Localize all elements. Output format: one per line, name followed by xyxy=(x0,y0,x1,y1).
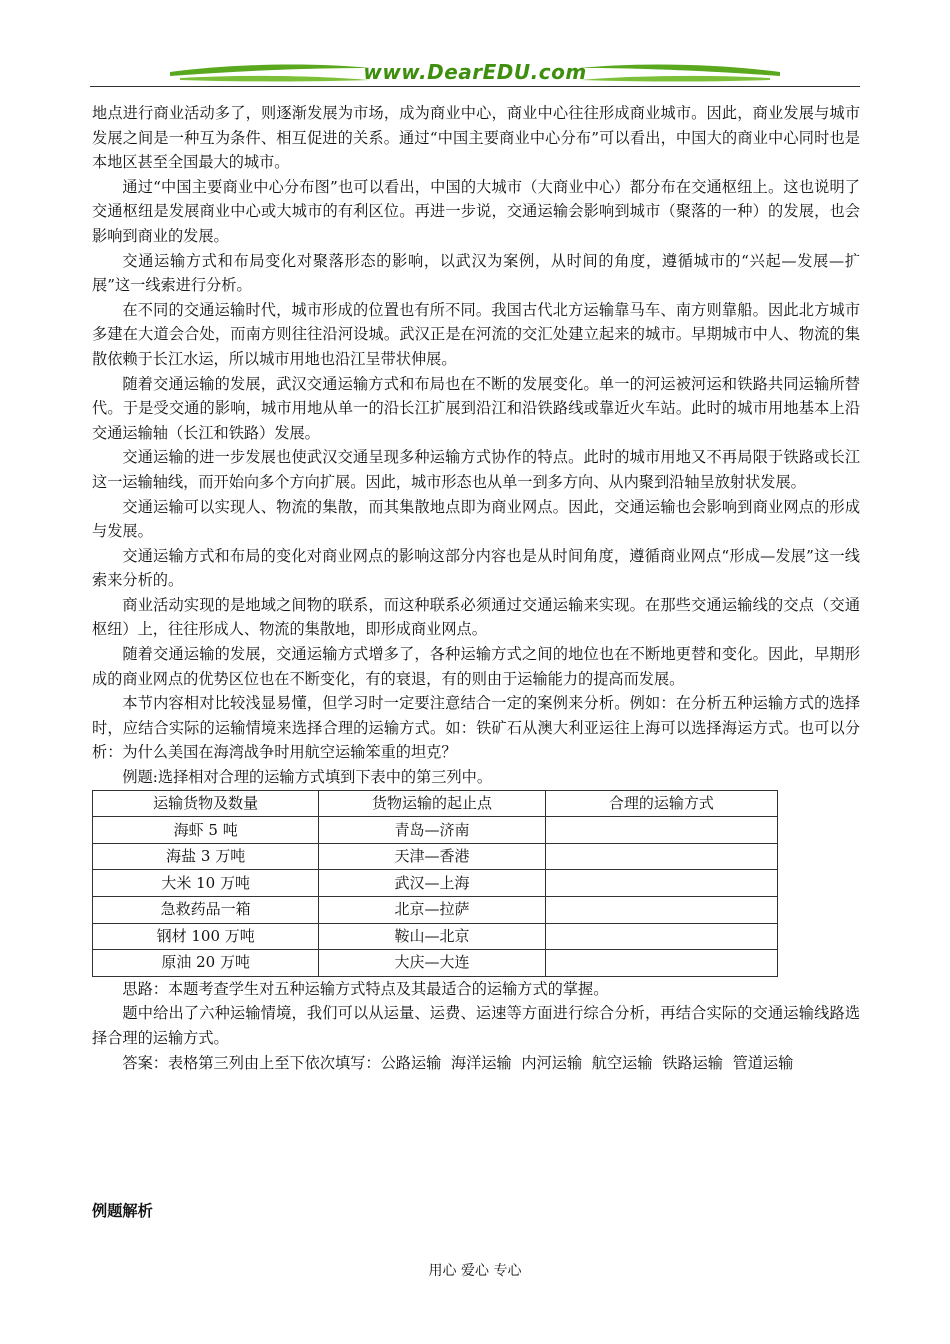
table-cell: 急救药品一箱 xyxy=(93,897,319,924)
document-body xyxy=(92,101,860,1075)
column-header: 合理的运输方式 xyxy=(545,790,777,817)
table-cell xyxy=(545,817,777,844)
example-prompt: 例题:选择相对合理的运输方式填到下表中的第三列中。 xyxy=(122,768,493,787)
table-cell: 原油 20 万吨 xyxy=(93,950,319,977)
table-cell: 北京—拉萨 xyxy=(319,897,545,924)
table-cell: 武汉—上海 xyxy=(319,870,545,897)
paragraph: 在不同的交通运输时代，城市形成的位置也有所不同。我国古代北方运输靠马车、南方则靠船。因此北方城市多建在大道会合处，而南方则往往沿河设城。武汉正是在河流的交汇处建立起来的城市。早期城市中人、物流的集散依赖于长江水运，所以城市用地也沿江呈带状伸展。 xyxy=(92,300,860,368)
table-cell: 大庆—大连 xyxy=(319,950,545,977)
paragraph: 随着交通运输的发展，交通运输方式增多了，各种运输方式之间的地位也在不断地更替和变化。因此，早期形成的商业网点的优势区位也在不断变化，有的衰退，有的则由于运输能力的提高而发展。 xyxy=(92,645,860,688)
table-row xyxy=(93,923,778,950)
table-row xyxy=(93,843,778,870)
paragraph: 地点进行商业活动多了，则逐渐发展为市场，成为商业中心，商业中心往往形成商业城市。因此，商业发展与城市发展之间是一种互为条件、相互促进的关系。通过“中国主要商业中心分布”可以看出，中国大的商业中心同时也是本地区甚至全国最大的城市。 xyxy=(92,104,860,172)
table-cell xyxy=(545,870,777,897)
table-cell: 海虾 5 吨 xyxy=(93,817,319,844)
table-row xyxy=(93,950,778,977)
paragraph: 商业活动实现的是地域之间物的联系，而这种联系必须通过交通运输来实现。在那些交通运输线的交点（交通枢纽）上，往往形成人、物流的集散地，即形成商业网点。 xyxy=(92,595,860,639)
table-row xyxy=(93,897,778,924)
paragraph: 交通运输方式和布局的变化对商业网点的影响这部分内容也是从时间角度，遵循商业网点“形成—发展”这一线索来分析的。 xyxy=(92,546,860,590)
page-footer: 用心 爱心 专心 xyxy=(428,1263,522,1279)
analysis-paragraph: 思路：本题考查学生对五种运输方式特点及其最适合的运输方式的掌握。 xyxy=(122,979,609,998)
table-row xyxy=(93,870,778,897)
paragraph: 通过“中国主要商业中心分布图”也可以看出，中国的大城市（大商业中心）都分布在交通枢纽上。这也说明了交通枢纽是发展商业中心或大城市的有利区位。再进一步说，交通运输会影响到城市（聚落的一种）的发展，也会影响到商业的发展。 xyxy=(92,177,860,245)
table-cell: 大米 10 万吨 xyxy=(93,870,319,897)
table-cell: 天津—香港 xyxy=(319,843,545,870)
table-cell xyxy=(545,897,777,924)
table-row xyxy=(93,817,778,844)
table-cell: 青岛—济南 xyxy=(319,817,545,844)
site-logo-text: www.DearEDU.com xyxy=(363,60,587,84)
table-cell xyxy=(545,843,777,870)
analysis-paragraph: 题中给出了六种运输情境，我们可以从运量、运费、运速等方面进行综合分析，再结合实际的交通运输线路选择合理的运输方式。 xyxy=(92,1004,860,1047)
paragraph: 随着交通运输的发展，武汉交通运输方式和布局也在不断的发展变化。单一的河运被河运和铁路共同运输所替代。于是受交通的影响，城市用地从单一的沿长江扩展到沿江和沿铁路线或靠近火车站。此时的城市用地基本上沿交通运输轴（长江和铁路）发展。 xyxy=(92,374,860,442)
example-table xyxy=(92,790,778,977)
paragraph: 交通运输的进一步发展也使武汉交通呈现多种运输方式协作的特点。此时的城市用地又不再局限于铁路或长江这一运输轴线，而开始向多个方向扩展。因此，城市形态也从单一到多方向、从内聚到沿轴呈放射状发展。 xyxy=(92,448,860,491)
paragraph: 交通运输可以实现人、物流的集散，而其集散地点即为商业网点。因此，交通运输也会影响到商业网点的形成与发展。 xyxy=(92,497,860,541)
answer-paragraph: 答案：表格第三列由上至下依次填写：公路运输 海洋运输 内河运输 航空运输 铁路运输 管道运输 xyxy=(122,1053,794,1072)
paragraph: 本节内容相对比较浅显易懂，但学习时一定要注意结合一定的案例来分析。例如：在分析五种运输方式的选择时，应结合实际的运输情境来选择合理的运输方式。如：铁矿石从澳大利亚运往上海可以选择海运方式。也可以分析：为什么美国在海湾战争时用航空运输笨重的坦克？ xyxy=(92,694,860,762)
page-header xyxy=(0,0,950,100)
table-cell xyxy=(545,950,777,977)
table-cell: 钢材 100 万吨 xyxy=(93,923,319,950)
table-header-row xyxy=(93,790,778,817)
table-cell: 鞍山—北京 xyxy=(319,923,545,950)
paragraph: 交通运输方式和布局变化对聚落形态的影响，以武汉为案例，从时间的角度，遵循城市的“兴起—发展—扩展”这一线索进行分析。 xyxy=(92,251,860,295)
table-cell: 海盐 3 万吨 xyxy=(93,843,319,870)
section-heading: 例题解析 xyxy=(92,1202,153,1220)
column-header: 运输货物及数量 xyxy=(93,790,319,817)
table-cell xyxy=(545,923,777,950)
header-divider xyxy=(90,86,860,87)
column-header: 货物运输的起止点 xyxy=(319,790,545,817)
